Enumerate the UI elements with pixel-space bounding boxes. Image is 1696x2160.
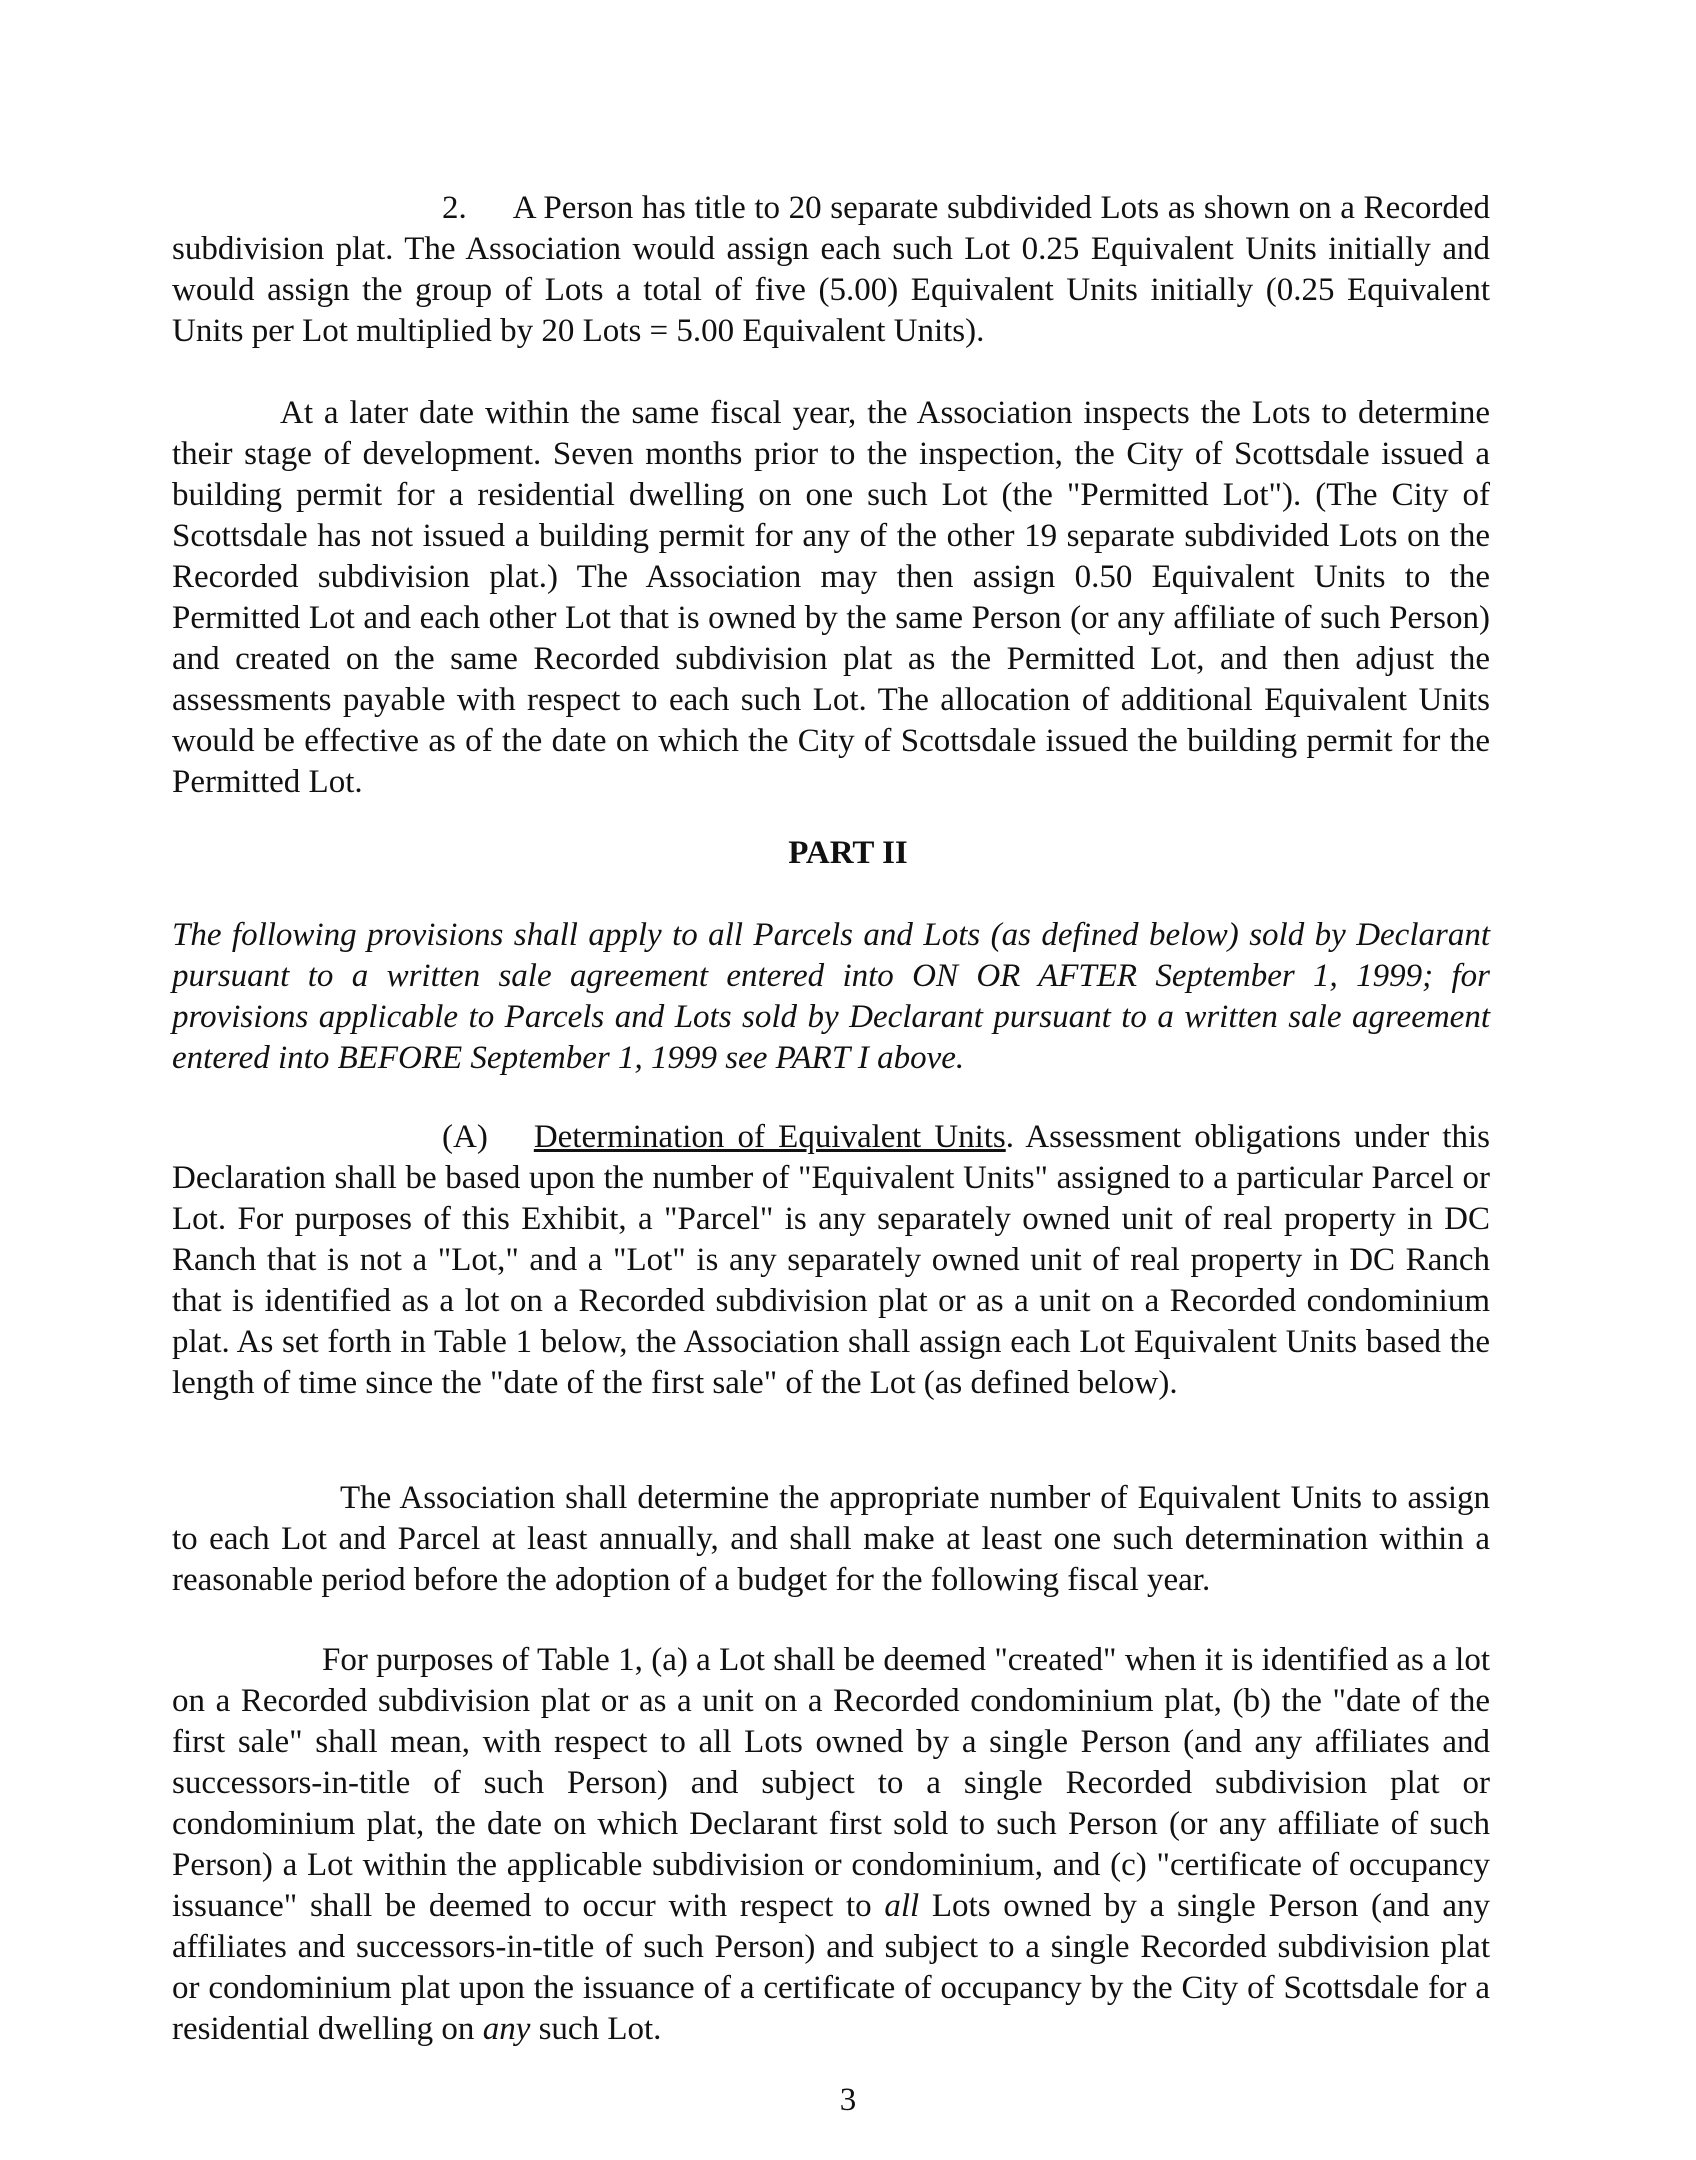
page-number: 3 (839, 2082, 857, 2118)
table-1-purposes-part-3: such Lot. (530, 2011, 662, 2047)
section-a-label: (A) (442, 1119, 488, 1155)
example-2-paragraph (172, 188, 1490, 352)
later-date-paragraph: At a later date within the same fiscal year, the Association inspects the Lots to determine their stage of development. Seven months prior to the inspection, the City of Scottsdale issued a building permit for a residential dwelling on one such Lot (the "Permitted Lot"). (The City of Scottsdale has not issued a building permit for any of the other 19 separate subdivided Lots on the Recorded subdivision plat.) The Association may then assign 0.50 Equivalent Units to the Permitted Lot and each other Lot that is owned by the same Person (or any affiliate of such Person) and created on the same Recorded subdivision plat as the Permitted Lot, and then adjust the assessments payable with respect to each such Lot. The allocation of additional Equivalent Units would be effective as of the date on which the City of Scottsdale issued the building permit for the Permitted Lot. (172, 395, 1490, 800)
table-1-purposes-part-1: For purposes of Table 1, (a) a Lot shall be deemed "created" when it is identified as a lot on a Recorded subdivision plat or as a unit on a Recorded condominium plat, (b) the "date of the first sale" shall mean, with respect to all Lots owned by a single Person (and any affiliates and successors-in-title of such Person) and subject to a single Recorded subdivision plat or condominium plat, the date on which Declarant first sold to such Person (or any affiliate of such Person) a Lot within the applicable subdivision or condominium, and (c) "certificate of occupancy issuance" shall be deemed to occur with respect to (172, 1642, 1490, 1924)
example-2-number: 2. (442, 190, 467, 226)
annual-determination-paragraph: The Association shall determine the appropriate number of Equivalent Units to assign to each Lot and Parcel at least annually, and shall make at least one such determination within a reasonable period before the adoption of a budget for the following fiscal year. (172, 1480, 1490, 1598)
table-1-purposes-part-2: Lots owned by a single Person (and any affiliates and successors-in-title of such Person) and subject to a single Recorded subdivision plat or condominium plat upon the issuance of a certificate of occupancy by the City of Scottsdale for a residential dwelling on (172, 1888, 1490, 2047)
part-ii-heading: PART II (788, 835, 908, 871)
section-a-text: . Assessment obligations under this Declaration shall be based upon the number of "Equivalent Units" assigned to a particular Parcel or Lot. For purposes of this Exhibit, a "Parcel" is any separately owned unit of real property in DC Ranch that is not a "Lot," and a "Lot" is any separately owned unit of real property in DC Ranch that is identified as a lot on a Recorded subdivision plat or as a unit on a Recorded condominium plat. As set forth in Table 1 below, the Association shall assign each Lot Equivalent Units based the length of time since the "date of the first sale" of the Lot (as defined below). (172, 1119, 1490, 1401)
section-a-title: Determination of Equivalent Units (533, 1119, 1006, 1155)
table-1-purposes-emphasis-all: all (884, 1888, 920, 1924)
table-1-purposes-emphasis-any: any (482, 2011, 531, 2047)
section-a-paragraph (172, 1117, 1490, 1404)
table-1-purposes-paragraph (172, 1640, 1490, 2050)
part-ii-intro: The following provisions shall apply to all Parcels and Lots (as defined below) sold by Declarant pursuant to a written sale agreement entered into ON OR AFTER September 1, 1999; for provisions applicable to Parcels and Lots sold by Declarant pursuant to a written sale agreement entered into BEFORE September 1, 1999 see PART I above. (172, 917, 1490, 1076)
example-2-text: A Person has title to 20 separate subdivided Lots as shown on a Recorded subdivision plat. The Association would assign each such Lot 0.25 Equivalent Units initially and would assign the group of Lots a total of five (5.00) Equivalent Units initially (0.25 Equivalent Units per Lot multiplied by 20 Lots = 5.00 Equivalent Units). (172, 190, 1490, 349)
